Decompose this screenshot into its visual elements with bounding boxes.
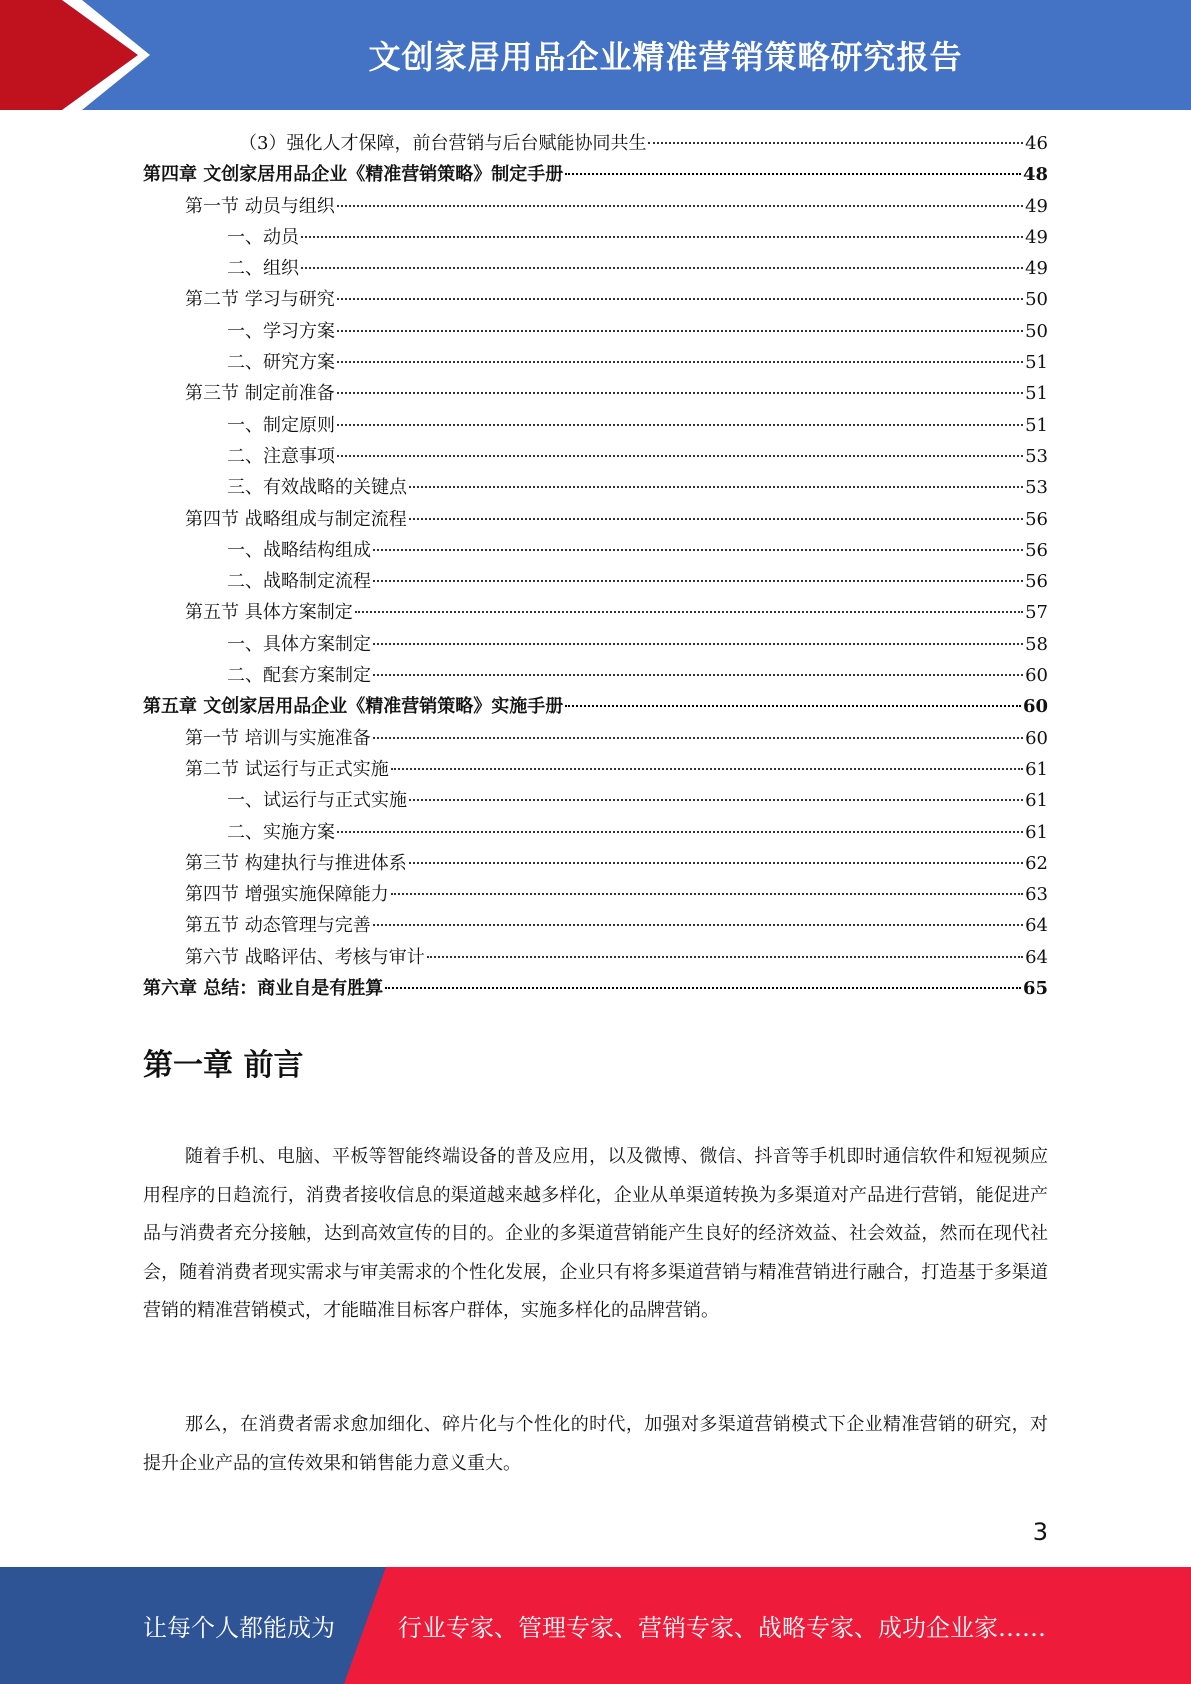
- toc-entry-label: 二、注意事项: [227, 445, 335, 467]
- toc-entry-label: 一、学习方案: [227, 320, 335, 342]
- toc-entry-page: 61: [1025, 790, 1048, 812]
- toc-leader-dots: [337, 204, 1023, 207]
- toc-entry-page: 61: [1025, 758, 1048, 780]
- toc-chapter-entry[interactable]: [143, 973, 1048, 1004]
- toc-entry-label: 一、试运行与正式实施: [227, 790, 407, 812]
- toc-leader-dots: [565, 172, 1021, 175]
- toc-leader-dots: [301, 235, 1023, 238]
- toc-entry-page: 57: [1025, 602, 1048, 624]
- toc-entry-label: 第一节 动员与组织: [185, 195, 335, 217]
- toc-entry[interactable]: [143, 347, 1048, 378]
- toc-entry[interactable]: [143, 128, 1048, 159]
- toc-entry-page: 56: [1025, 571, 1048, 593]
- toc-entry-page: 49: [1025, 226, 1048, 248]
- toc-entry-label: 二、战略制定流程: [227, 571, 371, 593]
- toc-entry[interactable]: [143, 222, 1048, 253]
- toc-leader-dots: [337, 329, 1023, 332]
- toc-leader-dots: [409, 798, 1023, 801]
- body-paragraph: 随着手机、电脑、平板等智能终端设备的普及应用，以及微博、微信、抖音等手机即时通信软件和短视频应用程序的日趋流行，消费者接收信息的渠道越来越多样化，企业从单渠道转换为多渠道对产品进行营销，能促进产品与消费者充分接触，达到高效宣传的目的。企业的多渠道营销能产生良好的经济效益、社会效益，然而在现代社会，随着消费者现实需求与审美需求的个性化发展，企业只有将多渠道营销与精准营销进行融合，打造基于多渠道营销的精准营销模式，才能瞄准目标客户群体，实施多样化的品牌营销。: [143, 1146, 1048, 1321]
- toc-entry[interactable]: [143, 754, 1048, 785]
- toc-entry[interactable]: [143, 660, 1048, 691]
- toc-leader-dots: [373, 673, 1023, 676]
- toc-entry-page: 64: [1025, 946, 1048, 968]
- toc-entry[interactable]: [143, 316, 1048, 347]
- toc-entry-label: 第三节 构建执行与推进体系: [185, 852, 407, 874]
- toc-entry[interactable]: [143, 191, 1048, 222]
- toc-entry-page: 46: [1025, 133, 1048, 154]
- toc-entry[interactable]: [143, 597, 1048, 628]
- toc-entry-page: 62: [1025, 852, 1048, 874]
- toc-entry-label: 第四章 文创家居用品企业《精准营销策略》制定手册: [143, 164, 564, 186]
- toc-entry-page: 65: [1022, 978, 1048, 1000]
- toc-entry-page: 50: [1025, 289, 1048, 311]
- toc-leader-dots: [355, 610, 1023, 613]
- toc-entry-label: 一、具体方案制定: [227, 633, 371, 655]
- toc-entry-label: （3）强化人才保障，前台营销与后台赋能协同共生: [239, 133, 647, 154]
- toc-leader-dots: [409, 517, 1023, 520]
- toc-entry-page: 50: [1025, 320, 1048, 342]
- page-number: 3: [1032, 1518, 1048, 1546]
- toc-leader-dots: [337, 391, 1023, 394]
- toc-chapter-entry[interactable]: [143, 159, 1048, 190]
- toc-entry-label: 一、战略结构组成: [227, 539, 371, 561]
- toc-entry[interactable]: [143, 848, 1048, 879]
- toc-entry[interactable]: [143, 817, 1048, 848]
- toc-entry-page: 61: [1025, 821, 1048, 843]
- toc-entry-page: 56: [1025, 508, 1048, 530]
- toc-entry[interactable]: [143, 879, 1048, 910]
- toc-leader-dots: [409, 485, 1023, 488]
- toc-entry-page: 53: [1025, 477, 1048, 499]
- toc-entry-label: 二、实施方案: [227, 821, 335, 843]
- toc-leader-dots: [385, 986, 1021, 989]
- toc-entry[interactable]: [143, 504, 1048, 535]
- toc-leader-dots: [373, 579, 1023, 582]
- toc-chapter-entry[interactable]: [143, 691, 1048, 722]
- toc-entry[interactable]: [143, 910, 1048, 941]
- toc-leader-dots: [373, 642, 1023, 645]
- toc-entry[interactable]: [143, 441, 1048, 472]
- footer-slogan-left: 让每个人都能成为: [143, 1614, 335, 1642]
- toc-entry[interactable]: [143, 378, 1048, 409]
- toc-leader-dots: [391, 892, 1023, 895]
- footer-slogan-right: 行业专家、管理专家、营销专家、战略专家、成功企业家……: [398, 1614, 1046, 1642]
- toc-entry-label: 第四节 战略组成与制定流程: [185, 508, 407, 530]
- header-title: 文创家居用品企业精准营销策略研究报告: [368, 38, 963, 76]
- toc-entry-label: 第二节 学习与研究: [185, 289, 335, 311]
- toc-entry-page: 58: [1025, 633, 1048, 655]
- toc-entry-label: 三、有效战略的关键点: [227, 477, 407, 499]
- page-footer: [0, 1567, 1191, 1684]
- toc-entry-label: 第五节 具体方案制定: [185, 602, 353, 624]
- toc-leader-dots: [337, 454, 1023, 457]
- toc-entry-label: 第五章 文创家居用品企业《精准营销策略》实施手册: [143, 696, 564, 718]
- toc-entry-page: 56: [1025, 539, 1048, 561]
- toc-entry[interactable]: [143, 535, 1048, 566]
- toc-leader-dots: [391, 767, 1023, 770]
- toc-entry-page: 51: [1025, 414, 1048, 436]
- toc-entry-page: 49: [1025, 195, 1048, 217]
- toc-entry[interactable]: [143, 253, 1048, 284]
- toc-entry-label: 二、研究方案: [227, 352, 335, 374]
- toc-entry-page: 60: [1025, 727, 1048, 749]
- toc-entry-page: 49: [1025, 258, 1048, 280]
- toc-entry-page: 48: [1022, 164, 1048, 186]
- toc-entry-page: 60: [1025, 665, 1048, 687]
- table-of-contents: [143, 128, 1048, 1004]
- chapter-heading: 第一章 前言: [143, 1048, 304, 1083]
- toc-leader-dots: [373, 548, 1023, 551]
- toc-entry-label: 第六章 总结：商业自是有胜算: [143, 978, 384, 1000]
- toc-leader-dots: [373, 923, 1023, 926]
- toc-entry-page: 53: [1025, 445, 1048, 467]
- toc-entry[interactable]: [143, 410, 1048, 441]
- toc-entry[interactable]: [143, 723, 1048, 754]
- toc-leader-dots: [337, 423, 1023, 426]
- toc-leader-dots: [648, 141, 1023, 144]
- toc-leader-dots: [427, 955, 1023, 958]
- toc-entry-label: 二、组织: [227, 258, 299, 280]
- toc-entry-label: 第二节 试运行与正式实施: [185, 758, 389, 780]
- toc-entry[interactable]: [143, 942, 1048, 973]
- toc-entry-label: 二、配套方案制定: [227, 665, 371, 687]
- toc-leader-dots: [565, 704, 1021, 707]
- toc-leader-dots: [409, 861, 1023, 864]
- body-paragraph: 那么，在消费者需求愈加细化、碎片化与个性化的时代，加强对多渠道营销模式下企业精准营销的研究，对提升企业产品的宣传效果和销售能力意义重大。: [143, 1414, 1048, 1474]
- toc-leader-dots: [337, 830, 1023, 833]
- toc-entry[interactable]: [143, 785, 1048, 816]
- toc-leader-dots: [373, 736, 1023, 739]
- toc-leader-dots: [337, 297, 1023, 300]
- toc-entry[interactable]: [143, 566, 1048, 597]
- toc-entry-label: 第四节 增强实施保障能力: [185, 884, 389, 906]
- toc-entry-page: 63: [1025, 884, 1048, 906]
- toc-entry-label: 第三节 制定前准备: [185, 383, 335, 405]
- toc-entry[interactable]: [143, 472, 1048, 503]
- toc-entry-label: 一、制定原则: [227, 414, 335, 436]
- toc-entry-page: 51: [1025, 383, 1048, 405]
- toc-leader-dots: [337, 360, 1023, 363]
- toc-entry-label: 一、动员: [227, 226, 299, 248]
- toc-entry-label: 第五节 动态管理与完善: [185, 915, 371, 937]
- toc-entry-label: 第一节 培训与实施准备: [185, 727, 371, 749]
- toc-leader-dots: [301, 266, 1023, 269]
- toc-entry[interactable]: [143, 284, 1048, 315]
- toc-entry-page: 60: [1022, 696, 1048, 718]
- toc-entry-label: 第六节 战略评估、考核与审计: [185, 946, 425, 968]
- header-arrow-decoration: [0, 0, 150, 110]
- page-header: [0, 0, 1191, 110]
- toc-entry-page: 51: [1025, 352, 1048, 374]
- toc-entry[interactable]: [143, 629, 1048, 660]
- toc-entry-page: 64: [1025, 915, 1048, 937]
